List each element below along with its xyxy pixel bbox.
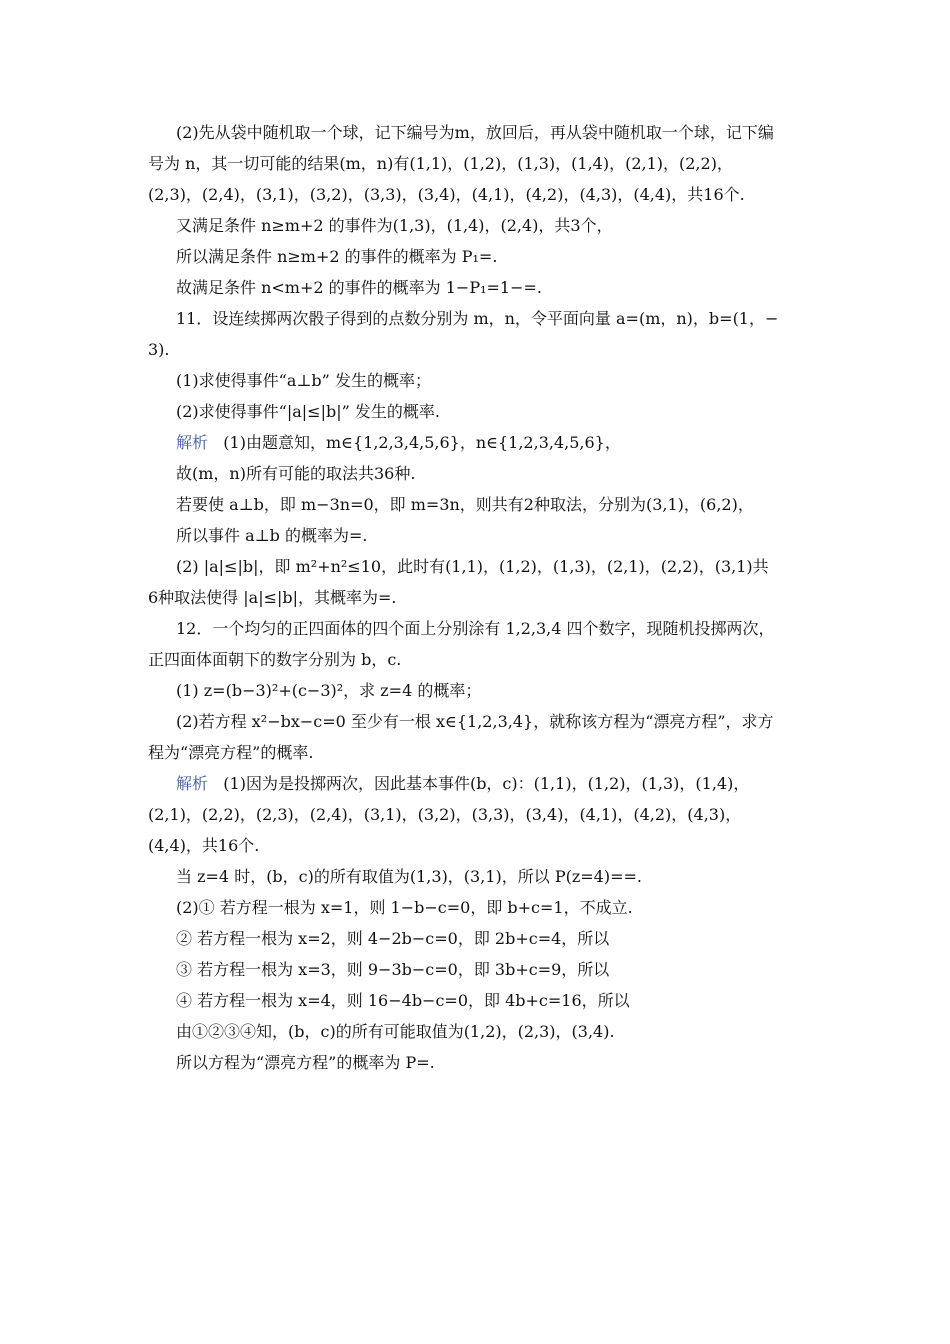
problem-12-heading: 12．一个均匀的正四面体的四个面上分别涂有 1,2,3,4 四个数字，现随机投掷两次， bbox=[176, 619, 775, 638]
text-line: 若要使 a⊥b，即 m−3n=0，即 m=3n，则共有2种取法，分别为(3,1)，(6,2)， bbox=[176, 495, 754, 514]
text-line: (1)求使得事件“a⊥b” 发生的概率； bbox=[176, 371, 431, 390]
text-line: (4,4)，共16个. bbox=[148, 836, 260, 855]
text-line: 正四面体面朝下的数字分别为 b，c. bbox=[148, 650, 402, 669]
text-line: 解析 (1)由题意知，m∈{1,2,3,4,5,6}，n∈{1,2,3,4,5,6}， bbox=[176, 433, 621, 452]
text-line: (2)若方程 x²−bx−c=0 至少有一根 x∈{1,2,3,4}，就称该方程为“漂亮方程”，求方 bbox=[176, 712, 774, 731]
text-line: (1) z=(b−3)²+(c−3)²，求 z=4 的概率； bbox=[176, 681, 482, 700]
text-line: 当 z=4 时，(b，c)的所有取值为(1,3)，(3,1)，所以 P(z=4)==. bbox=[176, 867, 642, 886]
solution-label: 解析 bbox=[176, 433, 209, 452]
text-line: (2,3)，(2,4)，(3,1)，(3,2)，(3,3)，(3,4)，(4,1)，(4,2)，(4,3)，(4,4)，共16个. bbox=[148, 185, 745, 204]
text-line: 所以事件 a⊥b 的概率为=. bbox=[176, 526, 368, 545]
text-line: (2,1)，(2,2)，(2,3)，(2,4)，(3,1)，(3,2)，(3,3)，(3,4)，(4,1)，(4,2)，(4,3)， bbox=[148, 805, 742, 824]
solution-label: 解析 bbox=[176, 774, 209, 793]
text-line: 号为 n，其一切可能的结果(m，n)有(1,1)，(1,2)，(1,3)，(1,4)，(2,1)，(2,2)， bbox=[148, 154, 733, 173]
text-line: 故(m，n)所有可能的取法共36种. bbox=[176, 464, 416, 483]
text-line: 故满足条件 n<m+2 的事件的概率为 1−P₁=1−=. bbox=[176, 278, 542, 297]
text-line: (2) |a|≤|b|，即 m²+n²≤10，此时有(1,1)，(1,2)，(1,3)，(2,1)，(2,2)，(3,1)共 bbox=[176, 557, 769, 576]
text-line: ② 若方程一根为 x=2，则 4−2b−c=0，即 2b+c=4，所以 bbox=[176, 929, 610, 948]
text-line: 所以满足条件 n≥m+2 的事件的概率为 P₁=. bbox=[176, 247, 498, 266]
text-line: 所以方程为“漂亮方程”的概率为 P=. bbox=[176, 1053, 435, 1072]
text-line: 程为“漂亮方程”的概率. bbox=[148, 743, 314, 762]
text-line: (2)① 若方程一根为 x=1，则 1−b−c=0，即 b+c=1，不成立. bbox=[176, 898, 633, 917]
text-line: (2)求使得事件“|a|≤|b|” 发生的概率. bbox=[176, 402, 440, 421]
text-line: ④ 若方程一根为 x=4，则 16−4b−c=0，即 4b+c=16，所以 bbox=[176, 991, 630, 1010]
text-line: 6种取法使得 |a|≤|b|，其概率为=. bbox=[148, 588, 397, 607]
text-line: 3). bbox=[148, 340, 170, 359]
text-line: ③ 若方程一根为 x=3，则 9−3b−c=0，即 3b+c=9，所以 bbox=[176, 960, 610, 979]
problem-11-heading: 11．设连续掷两次骰子得到的点数分别为 m，n，令平面向量 a=(m，n)，b=(1，− bbox=[176, 309, 779, 328]
text-line: (2)先从袋中随机取一个球，记下编号为m，放回后，再从袋中随机取一个球，记下编 bbox=[176, 123, 774, 142]
text-line: 又满足条件 n≥m+2 的事件为(1,3)，(1,4)，(2,4)，共3个， bbox=[176, 216, 613, 235]
text-line: 由①②③④知，(b，c)的所有可能取值为(1,2)，(2,3)，(3,4). bbox=[176, 1022, 615, 1041]
text-line: 解析 (1)因为是投掷两次，因此基本事件(b，c)：(1,1)，(1,2)，(1,3)，(1,4)， bbox=[176, 774, 750, 793]
